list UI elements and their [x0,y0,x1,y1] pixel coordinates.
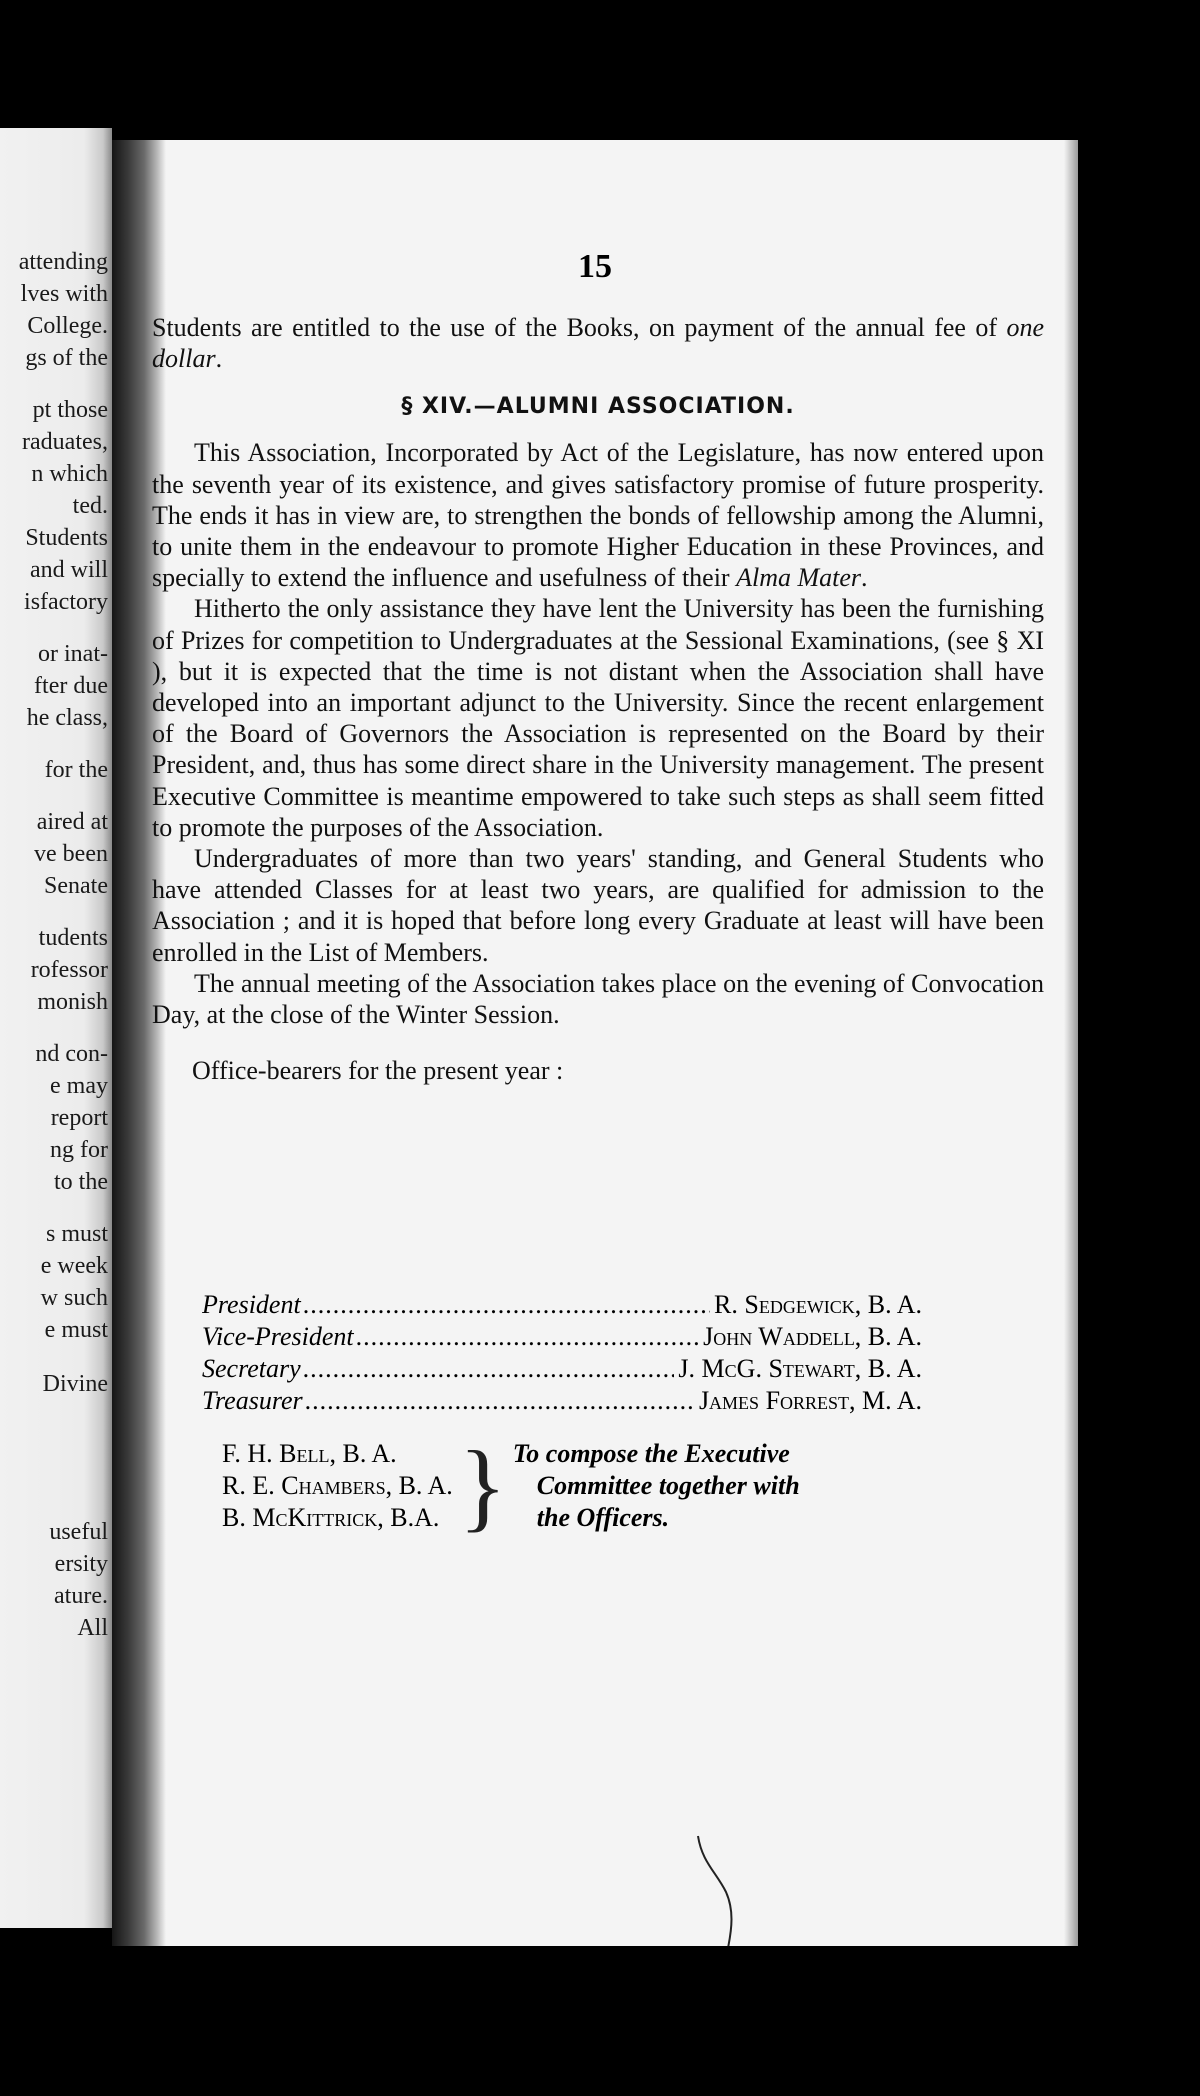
officer-row [202,1322,922,1354]
officer-role: Secretary ..... [202,1354,674,1384]
facing-page-fragment: gs of the [25,345,108,371]
facing-page-fragment: pt those [32,397,108,423]
committee-member: R. E. Chambers, B. A. [222,1471,453,1500]
committee-members [222,1438,453,1534]
facing-page-fragment: attending [18,249,108,275]
committee-note: To compose the Executive Committee together with the Officers. [512,1439,800,1532]
library-fee: one dollar [152,313,1044,374]
section-heading: § XIV.—ALUMNI ASSOCIATION. [401,394,795,420]
facing-page-fragment: lves with [20,281,108,307]
facing-page-fragment: isfactory [24,589,108,615]
facing-page-fragment: to the [54,1169,108,1195]
page-edge-shadow [1064,140,1078,1946]
facing-page-fragment: raduates, [22,429,108,455]
facing-page-fragment: ature. [54,1583,108,1609]
officer-name: J. McG. Stewart, B. A. [678,1354,922,1383]
committee-member: F. H. Bell, B. A. [222,1439,397,1468]
facing-page-fragment: e may [50,1073,108,1099]
facing-page-fragment: e week [40,1253,108,1279]
facing-page-fragment: s must [45,1221,108,1247]
facing-page-fragment: aired at [36,809,108,835]
officer-name: R. Sedgewick, B. A. [714,1290,922,1319]
paragraph-annual-meeting: The annual meeting of the Association takes place on the evening of Convocation Day, at the close of the Winter Session. [152,968,1044,1030]
facing-page-fragment: nd con- [35,1041,108,1067]
facing-page-fragment: n which [31,461,108,487]
facing-page-fragment: w such [40,1285,108,1311]
pencil-mark [672,1832,752,1946]
committee-member: B. McKittrick, B.A. [222,1503,440,1532]
facing-page-fragment: fter due [34,673,108,699]
facing-page-fragment: Students [25,525,108,551]
facing-page-fragment: tudents [38,925,108,951]
facing-page-edge [0,128,112,1928]
facing-page-fragment: useful [49,1519,108,1545]
officer-role: President ..... [202,1290,710,1320]
facing-page-fragment: and will [30,557,108,583]
facing-page-fragment: Divine [42,1371,108,1397]
facing-page-fragment: Senate [44,873,108,899]
facing-page-fragment: ted. [72,493,108,519]
officer-name: John Waddell, B. A. [703,1322,922,1351]
paragraph-aims: This Association, Incorporated by Act of the Legislature, has now entered upon the seventh year of its existence, and gives satisfactory promise of future prosperity. The ends it has in view are, to strengthen the bonds of fellowship among the Alumni, to unite them in the endeavour to promote Higher Education in these Provinces, and specially to extend the influence and usefulness of their Alma Mater. [152,438,1044,593]
officer-role: Treasurer ..... [202,1386,695,1416]
facing-page-fragment: monish [37,989,108,1015]
facing-page-fragment: ng for [50,1137,108,1163]
facing-page-fragment: ersity [54,1551,108,1577]
officer-name: James Forrest, M. A. [698,1386,922,1415]
library-paragraph: Students are entitled to the use of the Books, on payment of the annual fee of one dollar. [152,313,1044,374]
facing-page-fragment: report [50,1105,108,1131]
facing-page-fragment: he class, [26,705,108,731]
paragraph-assistance: Hitherto the only assistance they have lent the University has been the furnishing of Prizes for competition to Undergraduates at the Sessional Examinations, (see § XI ), but it is expected that the time is not distant when the Association shall have developed into an important adjunct to the University. Since the recent enlargement of the Board of Governors the Association is represented on the Board by their President, and, thus has some direct share in the University management. The present Executive Committee is meantime empowered to take such steps as shall seem fitted to promote the purposes of the Association. [152,594,1044,842]
facing-page-fragment: College. [27,313,108,339]
facing-page-fragment: e must [44,1317,108,1343]
officer-row [202,1290,922,1322]
facing-page-fragment: or inat- [38,641,108,667]
officer-row [202,1354,922,1386]
facing-page-fragment: rofessor [30,957,108,983]
office-bearers-intro: Office-bearers for the present year : [192,1056,564,1086]
officer-role: Vice-President ..... [202,1322,699,1352]
executive-committee [222,1430,922,1541]
page [112,140,1078,1946]
facing-page-fragment: for the [44,757,108,783]
facing-page-fragment: All [77,1615,108,1641]
right-brace: } [458,1430,507,1541]
body-text [152,312,1044,1086]
officers-list [202,1290,922,1418]
paragraph-admission: Undergraduates of more than two years' standing, and General Students who have attended Classes for at least two years, are qualified for admission to the Association ; and it is hoped that before long every Graduate at least will have been enrolled in the List of Members. [152,844,1044,967]
page-number: 15 [578,248,612,285]
facing-page-fragment: ve been [34,841,108,867]
officer-row [202,1386,922,1418]
